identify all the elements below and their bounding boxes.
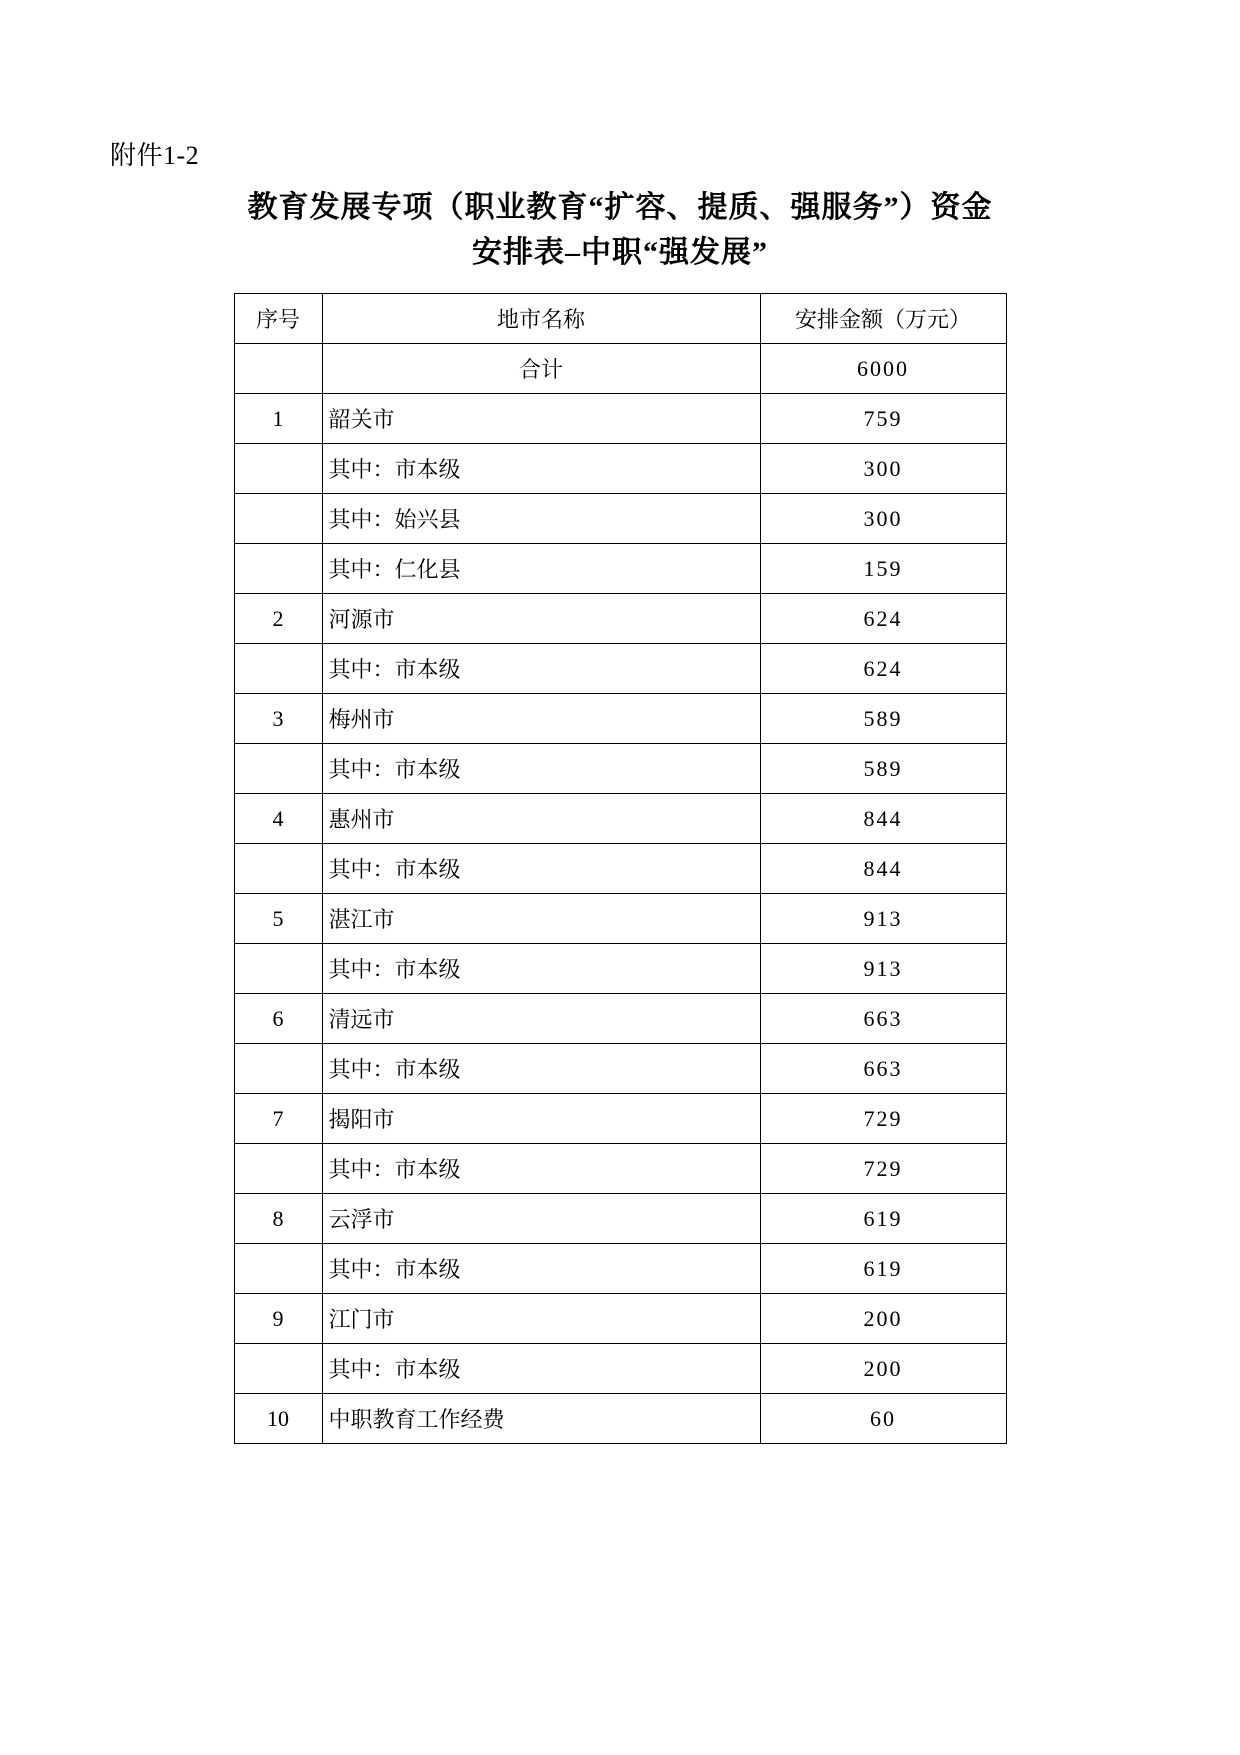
amount-cell: 759 — [760, 394, 1006, 444]
city-name-cell: 其中：仁化县 — [322, 544, 760, 594]
column-header-amount: 安排金额（万元） — [760, 294, 1006, 344]
table-body — [234, 294, 1006, 1444]
amount-cell: 589 — [760, 694, 1006, 744]
table-row — [234, 344, 1006, 394]
row-number-cell — [234, 744, 322, 794]
table-row — [234, 494, 1006, 544]
city-name-cell: 河源市 — [322, 594, 760, 644]
amount-cell: 844 — [760, 794, 1006, 844]
city-name-cell: 清远市 — [322, 994, 760, 1044]
table-row — [234, 944, 1006, 994]
row-number-cell: 9 — [234, 1294, 322, 1344]
amount-cell: 159 — [760, 544, 1006, 594]
city-name-cell: 其中：市本级 — [322, 1144, 760, 1194]
table-row — [234, 644, 1006, 694]
table-row — [234, 1194, 1006, 1244]
attachment-label: 附件1-2 — [110, 141, 200, 170]
row-number-cell — [234, 944, 322, 994]
city-name-cell: 其中：市本级 — [322, 644, 760, 694]
amount-cell: 300 — [760, 444, 1006, 494]
amount-cell: 729 — [760, 1144, 1006, 1194]
amount-cell: 60 — [760, 1394, 1006, 1444]
amount-cell: 913 — [760, 944, 1006, 994]
column-header-name: 地市名称 — [322, 294, 760, 344]
city-name-cell: 其中：市本级 — [322, 944, 760, 994]
table-row — [234, 894, 1006, 944]
city-name-cell: 梅州市 — [322, 694, 760, 744]
city-name-cell: 其中：市本级 — [322, 1244, 760, 1294]
page-title-line-1: 教育发展专项（职业教育“扩容、提质、强服务”）资金 — [247, 191, 993, 225]
amount-cell: 624 — [760, 594, 1006, 644]
city-name-cell: 其中：市本级 — [322, 1044, 760, 1094]
table-row — [234, 994, 1006, 1044]
table-row — [234, 594, 1006, 644]
row-number-cell — [234, 1344, 322, 1394]
table-row — [234, 1244, 1006, 1294]
table-row — [234, 744, 1006, 794]
row-number-cell — [234, 844, 322, 894]
table-row — [234, 1394, 1006, 1444]
city-name-cell: 其中：市本级 — [322, 1344, 760, 1394]
amount-cell: 844 — [760, 844, 1006, 894]
row-number-cell: 4 — [234, 794, 322, 844]
row-number-cell — [234, 1244, 322, 1294]
row-number-cell: 5 — [234, 894, 322, 944]
city-name-cell: 惠州市 — [322, 794, 760, 844]
table-row — [234, 1344, 1006, 1394]
table-row — [234, 694, 1006, 744]
table-header-row — [234, 294, 1006, 344]
table-row — [234, 1044, 1006, 1094]
row-number-cell: 8 — [234, 1194, 322, 1244]
city-name-cell: 云浮市 — [322, 1194, 760, 1244]
row-number-cell: 7 — [234, 1094, 322, 1144]
page-title — [220, 185, 1020, 275]
table-row — [234, 1294, 1006, 1344]
row-number-cell — [234, 344, 322, 394]
amount-cell: 200 — [760, 1294, 1006, 1344]
city-name-cell: 揭阳市 — [322, 1094, 760, 1144]
row-number-cell: 10 — [234, 1394, 322, 1444]
row-number-cell: 2 — [234, 594, 322, 644]
row-number-cell — [234, 494, 322, 544]
amount-cell: 729 — [760, 1094, 1006, 1144]
row-number-cell — [234, 1044, 322, 1094]
row-number-cell — [234, 444, 322, 494]
row-number-cell — [234, 544, 322, 594]
table-row — [234, 544, 1006, 594]
city-name-cell: 其中：市本级 — [322, 444, 760, 494]
row-number-cell — [234, 644, 322, 694]
amount-cell: 913 — [760, 894, 1006, 944]
table-row — [234, 844, 1006, 894]
amount-cell: 624 — [760, 644, 1006, 694]
amount-cell: 200 — [760, 1344, 1006, 1394]
amount-cell: 589 — [760, 744, 1006, 794]
city-name-cell: 湛江市 — [322, 894, 760, 944]
fund-allocation-table — [234, 293, 1007, 1444]
row-number-cell: 6 — [234, 994, 322, 1044]
city-name-cell: 中职教育工作经费 — [322, 1394, 760, 1444]
page-title-line-2: 安排表–中职“强发展” — [472, 236, 768, 270]
amount-cell: 6000 — [760, 344, 1006, 394]
amount-cell: 619 — [760, 1244, 1006, 1294]
amount-cell: 300 — [760, 494, 1006, 544]
row-number-cell — [234, 1144, 322, 1194]
column-header-no: 序号 — [234, 294, 322, 344]
city-name-cell: 江门市 — [322, 1294, 760, 1344]
table-row — [234, 1144, 1006, 1194]
table-row — [234, 394, 1006, 444]
table-row — [234, 794, 1006, 844]
city-name-cell: 韶关市 — [322, 394, 760, 444]
city-name-cell: 其中：市本级 — [322, 744, 760, 794]
city-name-cell: 其中：始兴县 — [322, 494, 760, 544]
row-number-cell: 1 — [234, 394, 322, 444]
table-row — [234, 1094, 1006, 1144]
amount-cell: 663 — [760, 1044, 1006, 1094]
city-name-cell: 合计 — [322, 344, 760, 394]
amount-cell: 663 — [760, 994, 1006, 1044]
city-name-cell: 其中：市本级 — [322, 844, 760, 894]
table-row — [234, 444, 1006, 494]
row-number-cell: 3 — [234, 694, 322, 744]
amount-cell: 619 — [760, 1194, 1006, 1244]
